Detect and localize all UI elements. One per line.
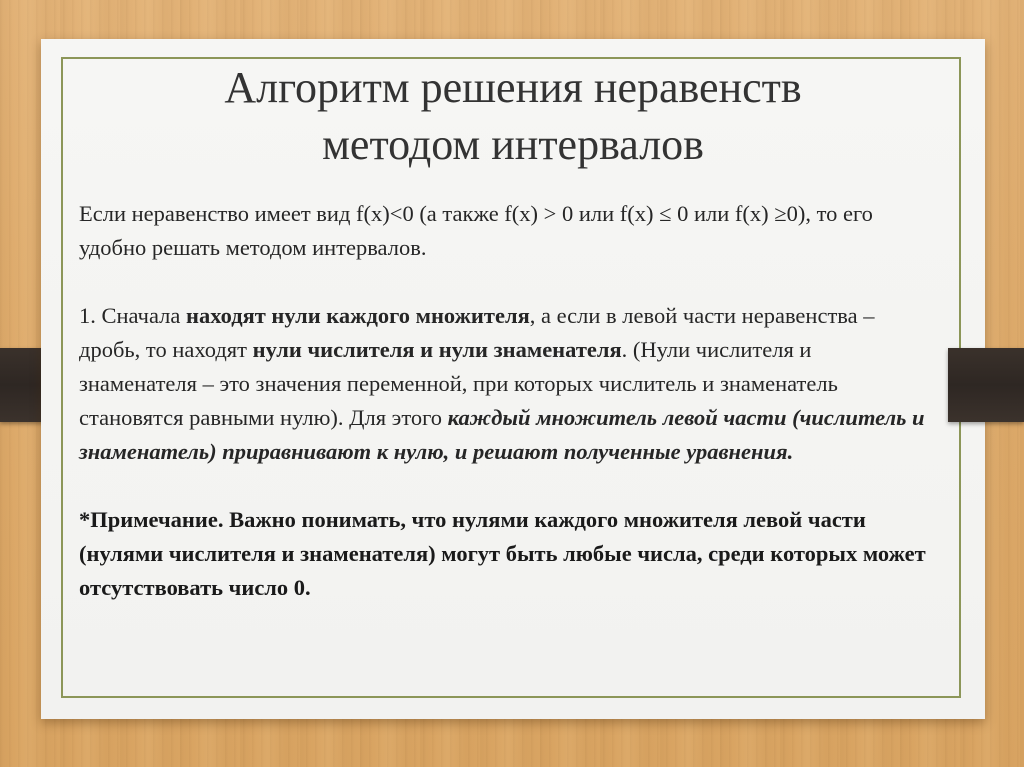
paragraph-gap: [79, 469, 929, 503]
title-line-1: Алгоритм решения неравенств: [224, 63, 802, 112]
intro-paragraph: Если неравенство имеет вид f(x)<0 (а также f(x) > 0 или f(x) ≤ 0 или f(x) ≥0), то его удобно решать методом интервалов.: [79, 201, 873, 260]
step-1-paragraph: [79, 299, 929, 469]
paragraph-gap: [79, 265, 929, 299]
step-1-text-b: , а если в левой части неравенства – дробь, то находят: [79, 303, 875, 362]
slide-card: [41, 39, 985, 719]
step-1-bold-numerator-denominator: нули числителя и нули знаменателя: [252, 337, 622, 362]
slide-title: [41, 59, 985, 173]
step-1-text-c: . (Нули числителя и знаменателя – это значения переменной, при которых числитель и знаменатель становятся равными нулю). Для этого: [79, 337, 838, 430]
slide-body: [79, 197, 929, 605]
step-1-text-a: 1. Сначала: [79, 303, 186, 328]
note-paragraph: *Примечание. Важно понимать, что нулями каждого множителя левой части (нулями числителя и знаменателя) могут быть любые числа, среди которых может отсутствовать число 0.: [79, 507, 926, 600]
step-1-bold-zeros: находят нули каждого множителя: [185, 303, 530, 328]
right-binder-strap: [948, 348, 1024, 422]
title-line-2: методом интервалов: [322, 120, 704, 169]
step-1-bold-italic-instruction: каждый множитель левой части (числитель и знаменатель) приравнивают к нулю, и решают полученные уравнения.: [79, 405, 925, 464]
